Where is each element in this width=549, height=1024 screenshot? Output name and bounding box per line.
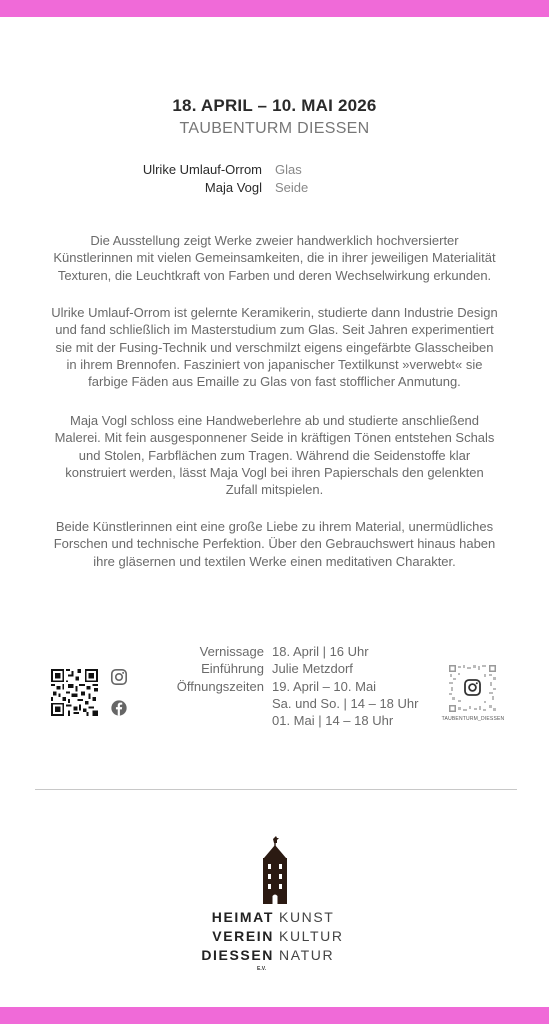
info-values [272,643,418,729]
event-venue: TAUBENTURM DIESSEN [179,120,370,137]
qr-code[interactable] [51,669,98,716]
oeffnungszeiten-label: Öffnungszeiten [176,678,264,694]
artist-medium: Seide [275,180,309,195]
intro-paragraph: Die Ausstellung zeigt Werke zweier handwerklich hochversierter Künstlerinnen mit vielen Gemeinsamkeiten, die in ihrer jeweiligen Materialität Texturen, die Leuchtkraft von Farben und deren Wechselwirkung erkunden. [53,233,496,283]
einfuehrung-value: Julie Metzdorf [272,661,353,677]
vernissage-value: 18. April | 16 Uhr [272,644,369,659]
logo-word: NATUR [279,947,335,963]
logo-word: VEREIN [212,928,274,944]
artist-2-paragraph: Maja Vogl schloss eine Handweberlehre ab und studierte anschließend Malerei. Mit fein ausgesponnener Seide in kräftigen Tönen entstehen Schals und Stolen, Farbflächen zum Tragen. Während die Seidenstoffe klar konstruiert werden, lässt Maja Vogl bei ihren Papierschals den gelenkten Zufall mitspielen. [54,413,495,498]
vernissage-label: Vernissage [199,644,264,659]
top-accent-bar [0,0,549,17]
tower-logo-icon [260,836,290,904]
event-dates: 18. APRIL – 10. MAI 2026 [172,96,377,115]
logo-word: KUNST [279,909,335,925]
info-labels [177,643,264,695]
instagram-icon[interactable] [110,668,128,686]
logo-word: HEIMAT [211,909,274,925]
instagram-qr-code[interactable] [449,665,496,715]
oeffnungszeiten-value: 01. Mai | 14 – 18 Uhr [272,713,394,729]
oeffnungszeiten-value: Sa. und So. | 14 – 18 Uhr [272,695,419,711]
logo-word: DIESSEN [201,947,274,963]
artist-name: Maja Vogl [204,180,262,195]
divider [35,789,517,790]
einfuehrung-label: Einführung [201,661,264,677]
bottom-accent-bar [0,1007,549,1024]
qr-caption: TAUBENTURM_DIESSEN [441,716,505,722]
logo-word: KULTUR [279,928,344,944]
facebook-icon[interactable] [110,699,128,717]
artist-1-paragraph: Ulrike Umlauf-Orrom ist gelernte Keramikerin, studierte dann Industrie Design und fand schließlich im Masterstudium zum Glas. Seit Jahren experimentiert sie mit der Fusing-Technik und verschmilzt eigens eingefärbte Glasscheiben in ihrem Brennofen. Fasziniert von japanischer Textilkunst »verwebt« sie farbige Fäden aus Emaille zu Glas von fast stofflicher Anmutung. [51,305,498,390]
oeffnungszeiten-value: 19. April – 10. Mai [272,678,377,694]
artist-name: Ulrike Umlauf-Orrom [142,162,262,177]
logo-ev: E.V. [257,966,266,972]
closing-paragraph: Beide Künstlerinnen eint eine große Liebe zu ihrem Material, unermüdliches Forschen und technische Perfektion. Über den Gebrauchswert hinaus haben ihre gläsernen und textilen Werke einen meditativen Charakter. [53,519,496,569]
artist-medium: Glas [275,162,302,177]
